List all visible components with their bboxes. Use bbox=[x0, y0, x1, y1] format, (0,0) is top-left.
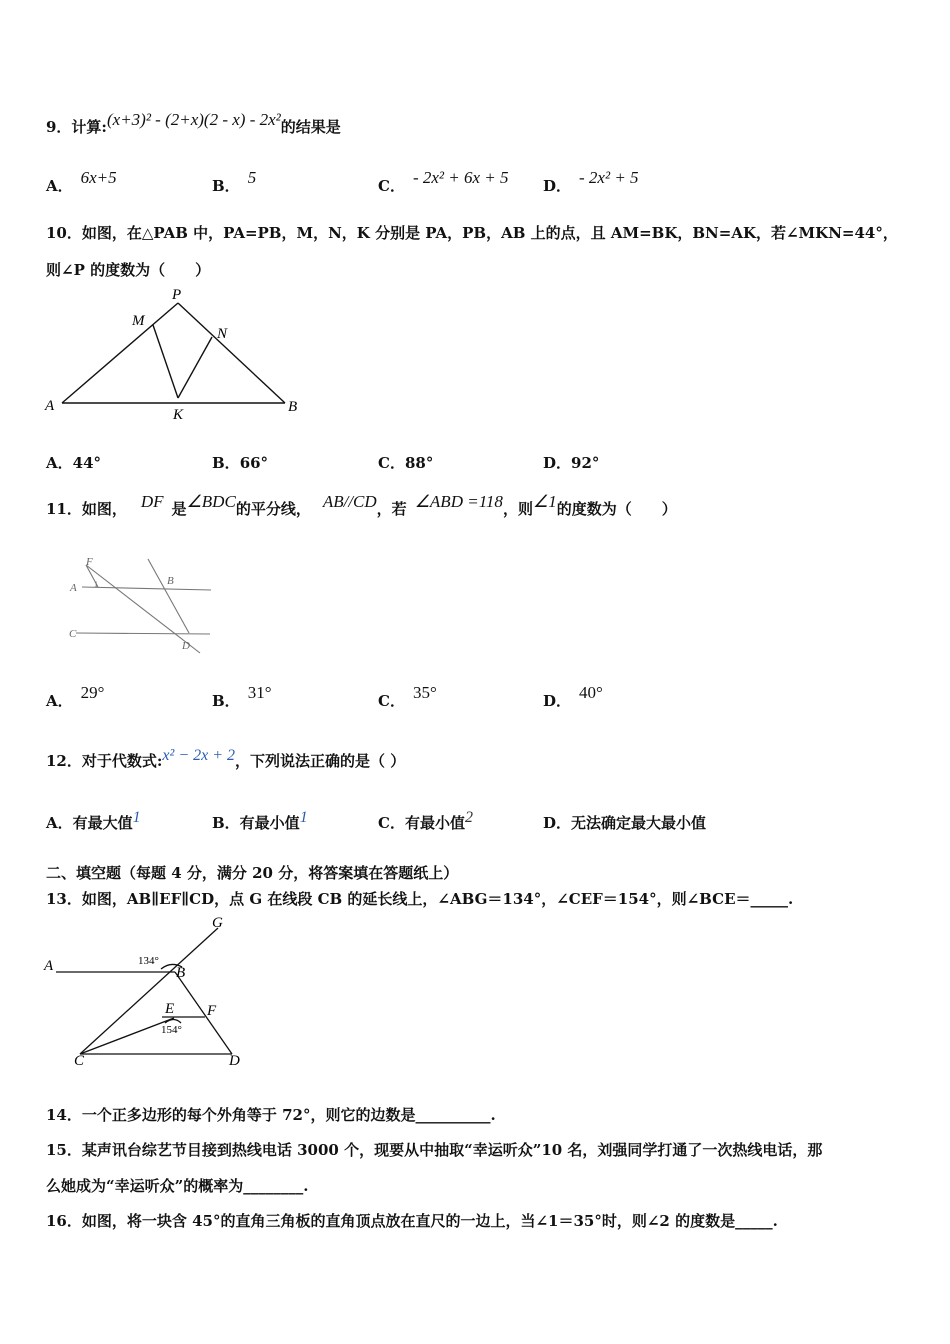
q12-option-b[interactable]: B．有最小值1 bbox=[212, 809, 308, 832]
q9-option-a[interactable]: A． 6x+5 bbox=[46, 168, 117, 195]
q11-stem: 11．如图， DF 是∠BDC的平分线， AB//CD，若 ∠ABD =118，则∠1的度数为（ ） bbox=[46, 492, 677, 518]
q11-parallel-lines-figure bbox=[64, 553, 224, 663]
q12-expression: x² − 2x + 2 bbox=[162, 747, 236, 764]
q10-triangle-figure bbox=[40, 285, 310, 425]
q11-option-b[interactable]: B． 31° bbox=[212, 683, 272, 710]
q9-expression: (x+3)² - (2+x)(2 - x) - 2x² bbox=[106, 110, 281, 129]
q13-label-g: G bbox=[212, 915, 223, 931]
q9-option-b[interactable]: B． 5 bbox=[212, 168, 257, 195]
q13-label-f: F bbox=[207, 1003, 217, 1019]
q13-stem: 13．如图，AB∥EF∥CD，点 G 在线段 CB 的延长线上，∠ABG＝134°，∠CEF＝154°，则∠BCE＝_____. bbox=[46, 890, 794, 908]
q10-stem-line1: 10．如图，在△PAB 中，PA=PB，M，N，K 分别是 PA，PB，AB 上的点，且 AM=BK，BN=AK，若∠MKN=44°， bbox=[46, 224, 898, 242]
q13-label-c: C bbox=[74, 1053, 85, 1068]
q10-label-a: A bbox=[45, 398, 55, 414]
q12-option-d[interactable]: D．无法确定最大最小值 bbox=[543, 814, 707, 832]
q10-option-a[interactable]: A．44° bbox=[46, 454, 102, 472]
q13-parallel-figure bbox=[40, 913, 260, 1068]
q9-option-d[interactable]: D． - 2x² + 5 bbox=[543, 168, 639, 195]
q10-label-k: K bbox=[173, 407, 184, 423]
q9-stem bbox=[46, 110, 341, 137]
q10-label-b: B bbox=[288, 399, 298, 415]
q15-stem-line2: 么她成为“幸运听众”的概率为________. bbox=[46, 1177, 309, 1195]
q10-option-d[interactable]: D．92° bbox=[543, 454, 600, 472]
q10-stem-line2: 则∠P 的度数为（ ） bbox=[46, 261, 211, 279]
q10-label-p: P bbox=[172, 287, 182, 303]
q16-stem: 16．如图，将一块含 45°的直角三角板的直角顶点放在直尺的一边上，当∠1＝35°时，则∠2 的度数是_____. bbox=[46, 1212, 778, 1230]
q11-label-b: B bbox=[167, 575, 174, 587]
q11-option-d[interactable]: D． 40° bbox=[543, 683, 603, 710]
q11-label-f: F bbox=[86, 556, 93, 568]
q12-stem: 12．对于代数式:x² − 2x + 2，下列说法正确的是（ ） bbox=[46, 747, 406, 770]
q14-stem: 14．一个正多边形的每个外角等于 72°，则它的边数是__________. bbox=[46, 1106, 496, 1124]
q12-option-a[interactable]: A．有最大值1 bbox=[46, 809, 141, 832]
q9-suffix: 的结果是 bbox=[280, 118, 341, 136]
q10-label-m: M bbox=[132, 313, 145, 329]
q13-label-e: E bbox=[165, 1001, 175, 1017]
section-2-heading: 二、填空题（每题 4 分，满分 20 分，将答案填在答题纸上） bbox=[46, 864, 459, 882]
q10-label-n: N bbox=[217, 326, 228, 342]
q11-label-c: C bbox=[69, 628, 77, 640]
q12-option-c[interactable]: C．有最小值2 bbox=[378, 809, 473, 832]
q10-option-c[interactable]: C．88° bbox=[378, 454, 434, 472]
q9-prefix: 9．计算: bbox=[46, 118, 107, 136]
q11-option-c[interactable]: C． 35° bbox=[378, 683, 437, 710]
q15-stem-line1: 15．某声讯台综艺节目接到热线电话 3000 个，现要从中抽取“幸运听众”10 名，刘强同学打通了一次热线电话，那 bbox=[46, 1141, 823, 1159]
q9-option-c[interactable]: C． - 2x² + 6x + 5 bbox=[378, 168, 509, 195]
q11-label-d: D bbox=[182, 640, 190, 652]
q11-label-a: A bbox=[70, 582, 77, 594]
q13-label-a: A bbox=[44, 958, 54, 974]
q11-option-a[interactable]: A． 29° bbox=[46, 683, 105, 710]
q13-label-d: D bbox=[229, 1053, 240, 1068]
q13-label-b: B bbox=[176, 965, 186, 981]
q13-angle-154: 154° bbox=[161, 1024, 182, 1036]
q13-angle-134: 134° bbox=[138, 955, 159, 967]
q10-option-b[interactable]: B．66° bbox=[212, 454, 269, 472]
q11-label-1: 1 bbox=[94, 580, 98, 589]
